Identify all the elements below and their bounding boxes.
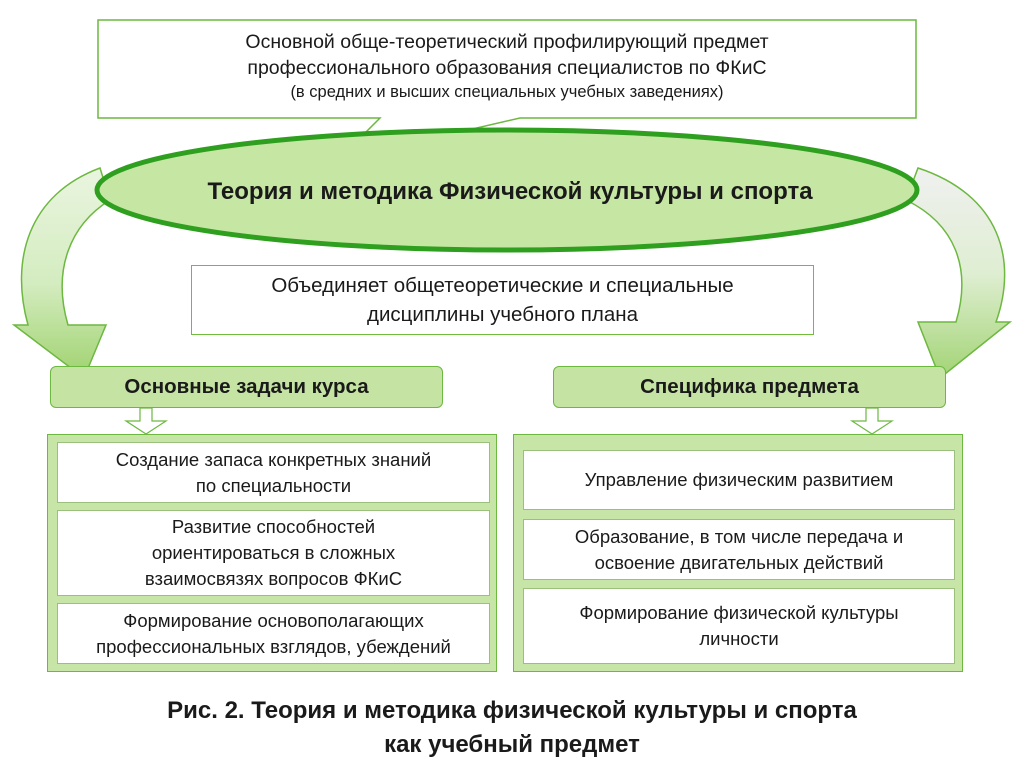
right-item-2-line1: Образование, в том числе передача и — [574, 525, 904, 547]
curved-arrow-left — [14, 168, 110, 378]
caption-line2: как учебный предмет — [384, 731, 640, 758]
caption-line1: Рис. 2. Теория и методика физической культуры и спорта — [167, 697, 857, 724]
left-item-3-line1: Формирование основополагающих — [123, 609, 424, 631]
right-item-1-line1: Управление физическим развитием — [584, 469, 894, 490]
mid-box-line1: Объединяет общетеоретические и специальные — [271, 274, 734, 297]
oval-title: Теория и методика Физической культуры и спорта — [207, 178, 813, 205]
top-box-line1: Основной обще-теоретический профилирующий предмет — [245, 31, 769, 53]
left-item-knowledge — [57, 442, 490, 503]
right-item-development — [523, 450, 955, 510]
right-item-education — [523, 519, 955, 580]
left-item-2-line1: Развитие способностей — [171, 516, 376, 537]
curved-arrow-right — [906, 168, 1010, 378]
left-header: Основные задачи курса — [50, 366, 443, 408]
left-item-1-line1: Создание запаса конкретных знаний — [115, 448, 432, 470]
right-item-3-line1: Формирование физической культуры — [579, 602, 899, 623]
left-item-views — [57, 603, 490, 664]
top-box-text — [98, 20, 916, 118]
mid-box — [191, 265, 814, 335]
right-item-3-line2: личности — [699, 628, 779, 649]
mid-box-line2: дисциплины учебного плана — [367, 303, 638, 326]
down-arrow-left — [126, 408, 166, 434]
down-arrow-right — [852, 408, 892, 434]
right-item-2-line2: освоение двигательных действий — [594, 551, 884, 573]
left-item-3-line2: профессиональных взглядов, убеждений — [96, 635, 451, 657]
right-item-culture — [523, 588, 955, 664]
figure-caption — [0, 694, 1024, 762]
left-item-2-line2: ориентироваться в сложных — [151, 542, 396, 563]
top-box-line2: профессионального образования специалистов по ФКиС — [247, 57, 767, 79]
left-item-1-line2: по специальности — [195, 474, 352, 496]
top-box-note: (в средних и высших специальных учебных заведениях) — [290, 83, 724, 101]
left-item-2-line3: взаимосвязях вопросов ФКиС — [144, 568, 403, 589]
right-header: Специфика предмета — [553, 366, 946, 408]
left-item-abilities — [57, 510, 490, 596]
